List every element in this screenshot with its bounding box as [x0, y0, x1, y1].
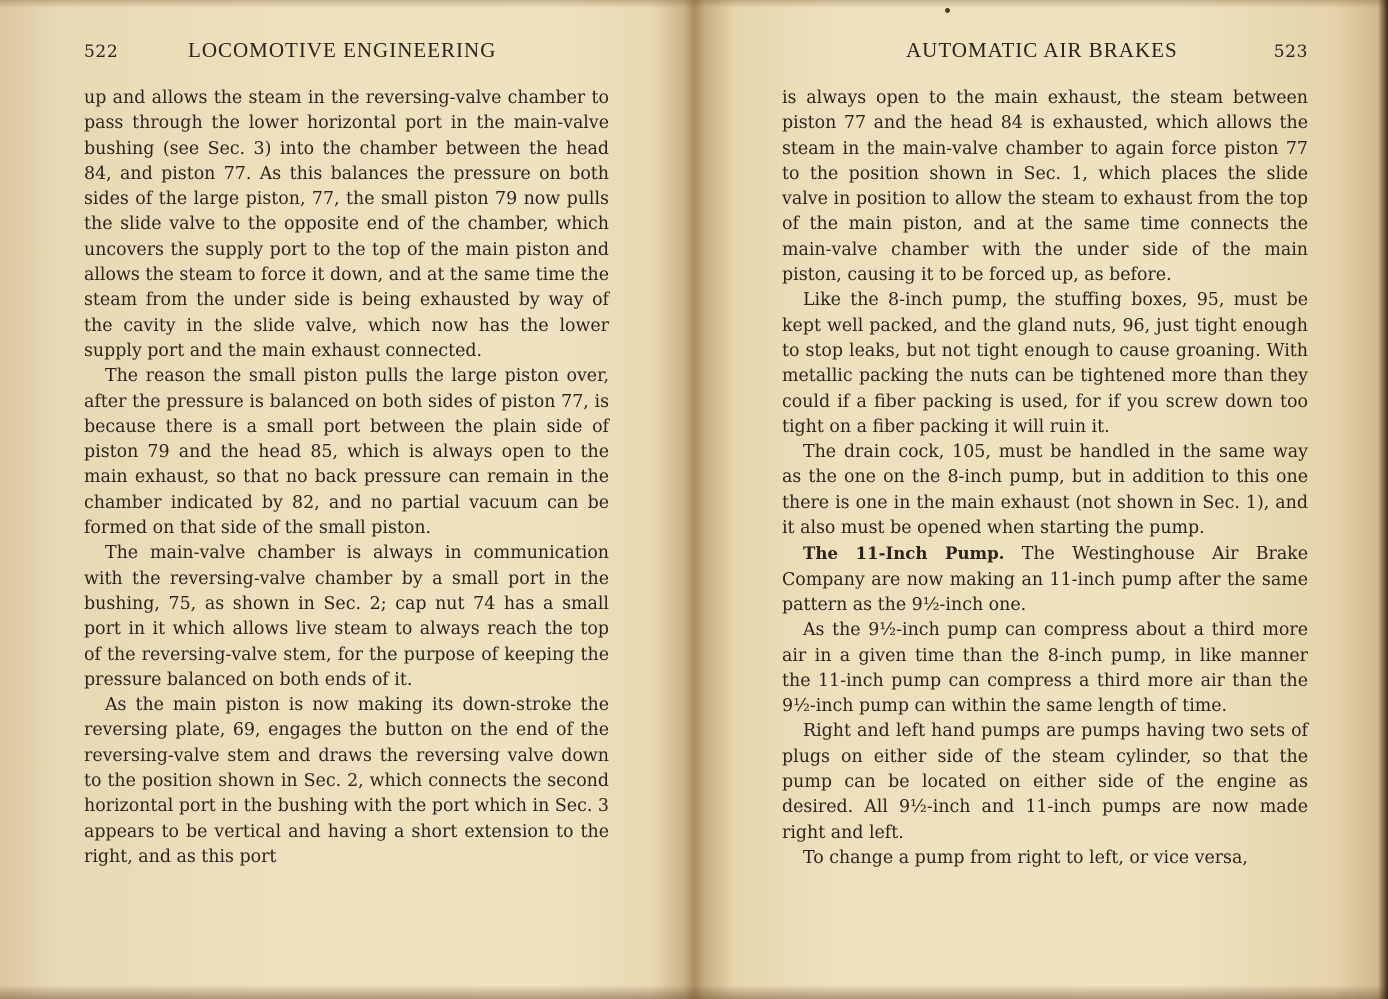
left-running-head: [84, 38, 609, 68]
right-running-head: [782, 38, 1308, 68]
section-heading: The 11-Inch Pump.: [803, 543, 1005, 564]
left-paragraph-3: The main-valve chamber is always in communication with the reversing-valve chamber by a small port in the bushing, 75, as shown in Sec. 2; cap nut 74 has a small port in it which allows live steam to always reach the top of the reversing-valve stem, for the purpose of keeping the pressure balanced on both ends of it.: [84, 543, 609, 690]
section-paragraph-1-text: The Westinghouse Air Brake Company are now making an 11-inch pump after the same pattern as the 9½-inch one.: [782, 544, 1309, 615]
left-page: [84, 0, 609, 999]
right-paragraph-2: Like the 8-inch pump, the stuffing boxes, 95, must be kept well packed, and the gland nuts, 96, just tight enough to stop leaks, but not tight enough to cause groaning. With metallic packing the nuts can be tightened more than they could if a fiber packing is used, for if you screw down too tight on a fiber packing it will ruin it.: [782, 290, 1308, 437]
section-paragraph-4: To change a pump from right to left, or vice versa,: [803, 847, 1248, 868]
left-paragraph-4: As the main piston is now making its down-stroke the reversing plate, 69, engages the button on the end of the reversing-valve stem and draws the reversing valve down to the position shown in Sec. 2, which connects the second horizontal port in the bushing with the port which in Sec. 3 appears to be vertical and having a short extension to the right, and as this port: [84, 695, 609, 867]
right-page-number: 523: [1273, 42, 1308, 62]
left-paragraph-1: up and allows the steam in the reversing-valve chamber to pass through the lower horizontal port in the main-valve bushing (see Sec. 3) into the chamber between the head 84, and piston 77. As this balances the pressure on both sides of the large piston, 77, the small piston 79 now pulls the slide valve to the opposite end of the chamber, which uncovers the supply port to the top of the main piston and allows the steam to force it down, and at the same time the steam from the under side is being exhausted by way of the cavity in the slide valve, which now has the lower supply port and the main exhaust connected.: [84, 88, 609, 361]
right-page: [782, 0, 1308, 999]
left-paragraph-2: The reason the small piston pulls the large piston over, after the pressure is balanced on both sides of piston 77, is because there is a small port between the plain side of piston 79 and the head 85, which is always open to the main exhaust, so that no back pressure can remain in the chamber indicated by 82, and no partial vacuum can be formed on that side of the small piston.: [84, 366, 609, 539]
page-right-edge: [1378, 0, 1388, 999]
right-running-title: AUTOMATIC AIR BRAKES: [906, 38, 1178, 62]
right-paragraph-1: is always open to the main exhaust, the steam between piston 77 and the head 84 is exhausted, which allows the steam in the main-valve chamber to again force piston 77 to the position shown in Sec. 1, which places the slide valve in position to allow the steam to exhaust from the top of the main piston, and at the same time connects the main-valve chamber with the under side of the main piston, causing it to be forced up, as before.: [782, 88, 1308, 286]
left-running-title: LOCOMOTIVE ENGINEERING: [188, 38, 497, 62]
section-paragraph-3: Right and left hand pumps are pumps having two sets of plugs on either side of the steam cylinder, so that the pump can be located on either side of the engine as desired. All 9½-inch and 11-inch pumps are now made right and left.: [782, 721, 1308, 843]
section-paragraph-2: As the 9½-inch pump can compress about a third more air in a given time than the 8-inch pump, in like manner the 11-inch pump can compress a third more air than the 9½-inch pump can within the same length of time.: [782, 620, 1308, 717]
left-page-number: 522: [84, 42, 119, 62]
right-paragraph-3: The drain cock, 105, must be handled in the same way as the one on the 8-inch pump, but in addition to this one there is one in the main exhaust (not shown in Sec. 1), and it also must be opened when starting the pump.: [782, 442, 1308, 539]
section-paragraph-1: [782, 541, 1308, 618]
